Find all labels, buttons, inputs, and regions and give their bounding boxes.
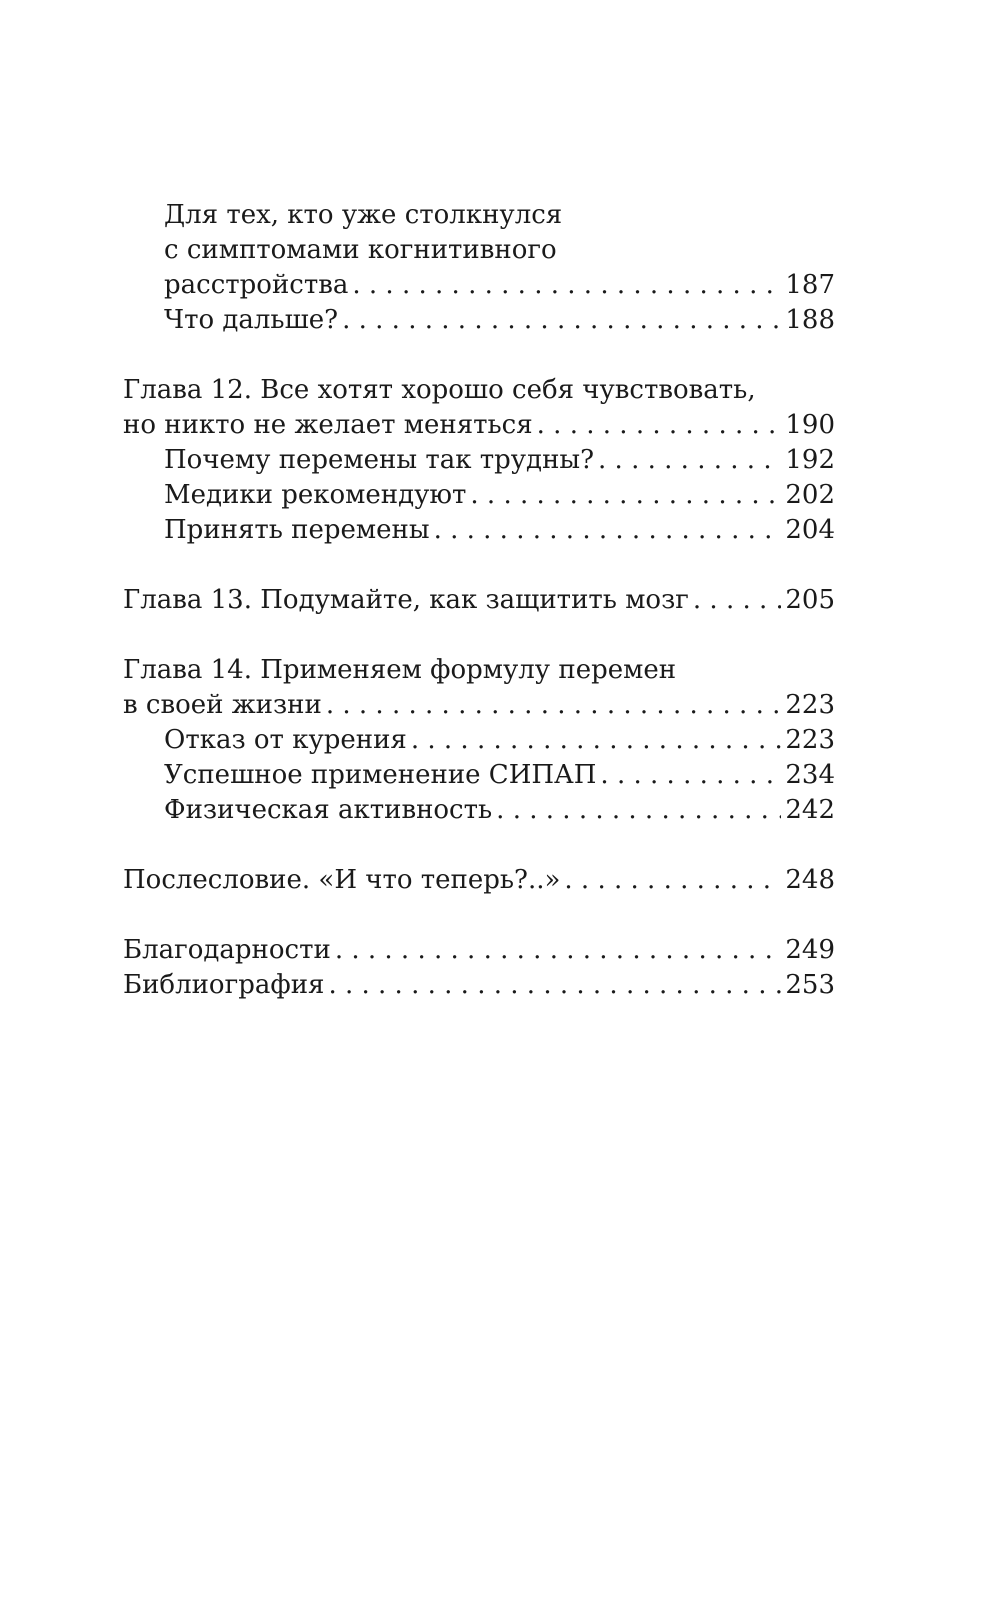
toc-page-number: 249 [785,935,835,965]
toc-line [123,583,835,618]
toc-entry-title: Успешное применение СИПАП [164,760,597,790]
toc-line [123,933,835,968]
toc-section [123,863,835,898]
toc-line [123,723,835,758]
toc-line [123,408,835,443]
dot-leader [352,268,781,303]
dot-leader [693,583,781,618]
toc-entry [123,198,835,303]
toc-entry-title: Глава 14. Применяем формулу перемен [123,655,677,685]
dot-leader [328,968,781,1003]
toc-line [123,793,835,828]
toc-entry [123,653,835,723]
toc-entry-title: Благодарности [123,935,331,965]
toc-page-number: 253 [785,970,835,1000]
toc-entry [123,723,835,758]
toc-section [123,653,835,828]
toc-entry [123,933,835,968]
toc-page-number: 190 [785,410,835,440]
toc-line [123,968,835,1003]
toc-page-number: 192 [785,445,835,475]
toc-line [123,478,835,513]
toc-line [123,268,835,303]
toc-entry-title: Глава 13. Подумайте, как защитить мозг [123,585,689,615]
toc-entry-title: расстройства [164,270,349,300]
toc-entry-title: но никто не желает меняться [123,410,533,440]
toc-entry-title: Послесловие. «И что теперь?..» [123,865,561,895]
toc-page-number: 187 [785,270,835,300]
toc-page-number: 204 [785,515,835,545]
dot-leader [326,688,782,723]
toc-line [123,863,835,898]
toc-line [123,688,835,723]
dot-leader [342,303,781,338]
toc-line [123,303,835,338]
toc-entry-title: Для тех, кто уже столкнулся [164,200,563,230]
toc-line [123,233,835,268]
toc-line [123,198,835,233]
toc-page-number: 223 [785,725,835,755]
dot-leader [496,793,781,828]
toc-entry-title: Отказ от курения [164,725,407,755]
dot-leader [335,933,782,968]
toc-entry [123,793,835,828]
dot-leader [470,478,781,513]
toc-entry-title: Глава 12. Все хотят хорошо себя чувствовать, [123,375,756,405]
dot-leader [564,863,781,898]
toc-entry [123,513,835,548]
toc-entry-title: Что дальше? [164,305,339,335]
toc-entry [123,583,835,618]
toc-section [123,933,835,1003]
toc-line [123,758,835,793]
dot-leader [600,758,781,793]
toc-line [123,373,835,408]
toc-entry-title: Библиография [123,970,325,1000]
toc-page-number: 234 [785,760,835,790]
toc-entry-title: с симптомами когнитивного [164,235,557,265]
toc-entry [123,443,835,478]
dot-leader [537,408,782,443]
toc-entry-title: в своей жизни [123,690,322,720]
toc-section [123,583,835,618]
toc-entry-title: Физическая активность [164,795,493,825]
toc-page-number: 248 [785,865,835,895]
toc-page-number: 205 [785,585,835,615]
toc-entry [123,968,835,1003]
toc-entry [123,478,835,513]
toc-line [123,443,835,478]
toc-entry [123,863,835,898]
toc-entry-title: Почему перемены так трудны? [164,445,595,475]
dot-leader [598,443,781,478]
toc-line [123,653,835,688]
toc-page-number: 242 [785,795,835,825]
toc-page-number: 223 [785,690,835,720]
toc-entry-title: Принять перемены [164,515,430,545]
toc-entry [123,758,835,793]
toc-page-number: 202 [785,480,835,510]
dot-leader [411,723,782,758]
table-of-contents [123,198,835,1003]
dot-leader [434,513,782,548]
toc-section [123,373,835,548]
toc-entry-title: Медики рекомендуют [164,480,467,510]
toc-section [123,198,835,338]
toc-entry [123,303,835,338]
toc-entry [123,373,835,443]
toc-line [123,513,835,548]
toc-page-number: 188 [785,305,835,335]
